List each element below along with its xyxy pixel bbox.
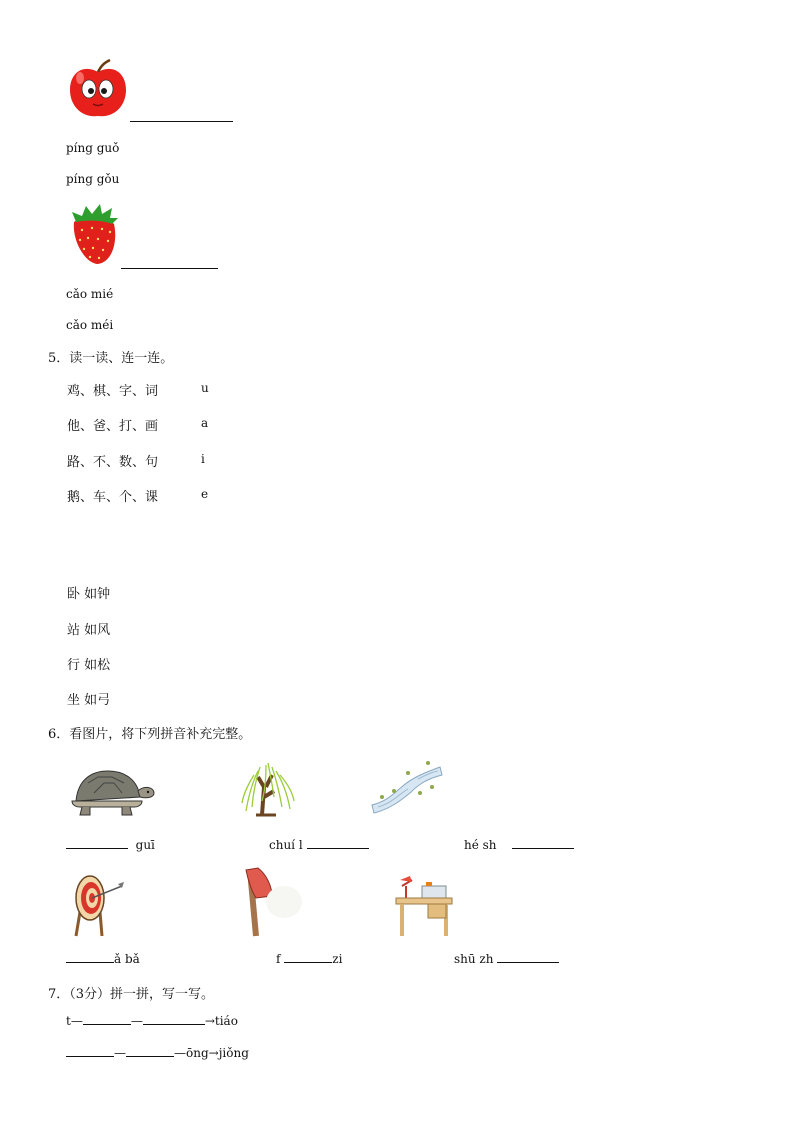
river-pinyin: hé sh — [464, 838, 497, 852]
river-answer-line[interactable] — [512, 847, 574, 849]
q7-line2-arrow: → — [208, 1046, 219, 1060]
q7-line2-result: jiǒng — [218, 1046, 249, 1060]
q7-line1-dash: — — [130, 1014, 143, 1028]
strawberry-option-2: cǎo méi — [66, 318, 114, 332]
idiom-row-3 — [67, 654, 110, 673]
q7-line1-blank-1[interactable] — [83, 1023, 131, 1025]
strawberry-answer-line[interactable] — [121, 268, 218, 269]
idiom-char-3: 行 — [67, 658, 81, 673]
question-7-title: 7．（3分）拼一拼，写一写。 — [48, 987, 215, 1002]
q7-line2-blank-2[interactable] — [126, 1055, 174, 1057]
target-answer-line[interactable] — [66, 961, 114, 963]
q7-line1-blank-2[interactable] — [143, 1023, 205, 1025]
target-pinyin: ǎ bǎ — [114, 952, 140, 966]
axe-pinyin-end: zi — [332, 952, 343, 966]
idiom-row-2 — [67, 619, 110, 638]
axe-answer-line[interactable] — [284, 961, 332, 963]
q5-chars-row-3: 路、不、数、句 — [67, 455, 159, 470]
q6-item-6 — [454, 952, 559, 966]
q5-chars-row-2: 他、爸、打、画 — [67, 419, 159, 434]
apple-answer-line[interactable] — [130, 121, 233, 122]
q5-vowel-3: i — [201, 452, 205, 466]
desk-pinyin: shū zh — [454, 952, 494, 966]
q6-item-4 — [66, 952, 140, 966]
idiom-tail-4: 如弓 — [84, 693, 111, 708]
q5-vowel-4: e — [201, 487, 209, 501]
axe-pinyin-start: f — [276, 952, 281, 966]
q6-item-1 — [66, 838, 155, 852]
willow-pinyin: chuí l — [269, 838, 303, 852]
q5-chars-row-4: 鹅、车、个、课 — [67, 490, 159, 505]
turtle-pinyin: guī — [135, 838, 155, 852]
q6-item-3 — [464, 838, 574, 852]
idiom-row-4 — [67, 689, 110, 708]
q7-line1-result: tiáo — [214, 1014, 238, 1028]
idiom-tail-3: 如松 — [84, 658, 111, 673]
question-5-title: 5．读一读、连一连。 — [48, 351, 174, 366]
q5-vowel-2: a — [201, 416, 209, 430]
apple-cartoon-icon — [66, 58, 130, 120]
q7-line1-start: t— — [66, 1014, 83, 1028]
river-icon — [368, 757, 444, 815]
axe-icon — [236, 866, 306, 938]
q5-chars-row-1: 鸡、棋、字、词 — [67, 384, 159, 399]
q7-line-1 — [66, 1014, 238, 1028]
q7-line1-arrow: → — [204, 1014, 215, 1028]
q6-item-2 — [269, 838, 369, 852]
apple-option-1: píng guǒ — [66, 141, 120, 155]
idiom-char-2: 站 — [67, 623, 81, 638]
q6-item-5 — [276, 952, 342, 966]
idiom-row-1 — [67, 583, 110, 602]
idiom-char-1: 卧 — [67, 587, 81, 602]
q7-line2-blank-1[interactable] — [66, 1055, 114, 1057]
turtle-answer-line[interactable] — [66, 847, 128, 849]
idiom-char-4: 坐 — [67, 693, 81, 708]
q5-vowel-1: u — [201, 381, 209, 395]
strawberry-option-1: cǎo mié — [66, 287, 114, 301]
q7-line-2 — [66, 1046, 249, 1060]
willow-tree-icon — [236, 757, 300, 819]
desk-icon — [392, 872, 456, 938]
q7-line2-mid: —ōng — [174, 1046, 209, 1060]
apple-option-2: píng gǒu — [66, 172, 120, 186]
idiom-tail-1: 如钟 — [84, 587, 111, 602]
turtle-icon — [68, 765, 156, 817]
q7-line2-dash: — — [114, 1046, 126, 1060]
question-6-title: 6．看图片，将下列拼音补充完整。 — [48, 727, 252, 742]
archery-target-icon — [70, 872, 126, 938]
strawberry-icon — [68, 202, 120, 266]
desk-answer-line[interactable] — [497, 961, 559, 963]
willow-answer-line[interactable] — [307, 847, 369, 849]
idiom-tail-2: 如风 — [84, 623, 111, 638]
